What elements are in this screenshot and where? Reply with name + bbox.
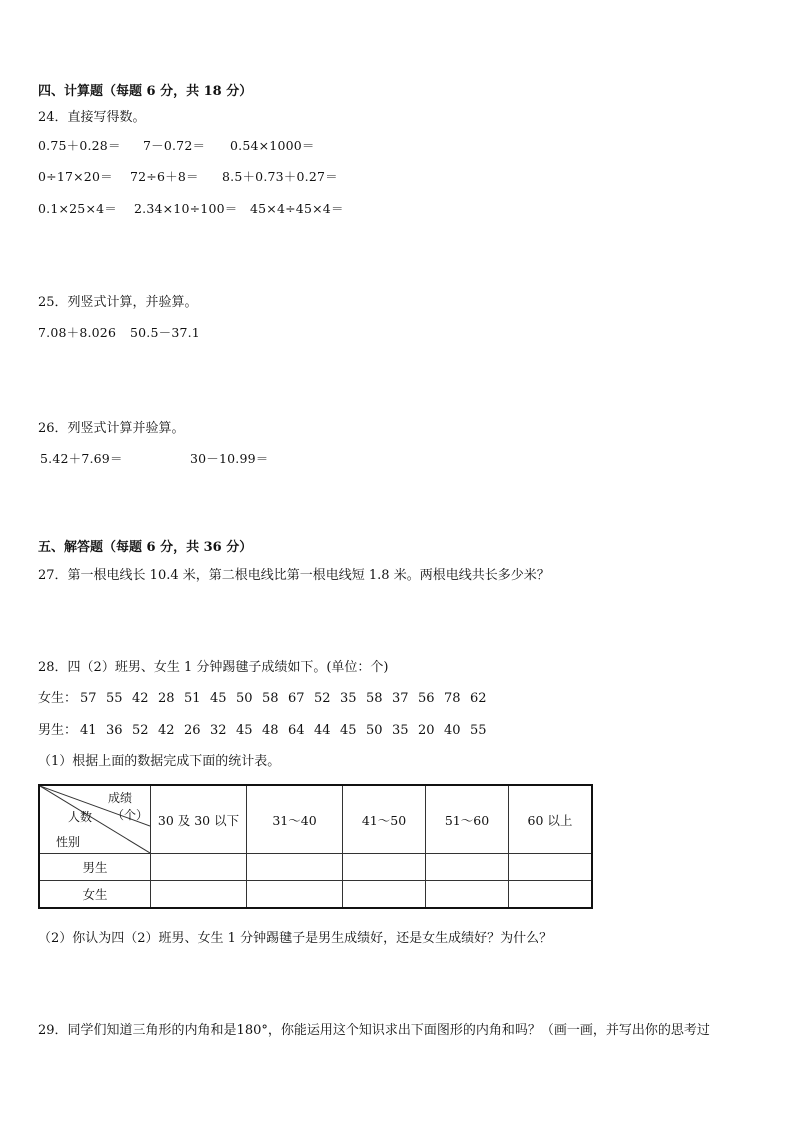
q24-row3-expr1: 0.1×25×4＝ [38, 201, 117, 216]
table-corner-cell [39, 785, 151, 854]
q25-expr2: 50.5－37.1 [130, 325, 200, 340]
question-28-part2: （2）你认为四（2）班男、女生 1 分钟踢毽子是男生成绩好，还是女生成绩好？为什么？ [38, 931, 553, 946]
q24-row3-expr3: 45×4÷45×4＝ [250, 201, 344, 216]
boys-score: 41 [80, 723, 97, 738]
girls-score: 55 [106, 691, 123, 706]
q26-expr2: 30－10.99＝ [190, 451, 269, 466]
table-cell-empty [247, 854, 343, 881]
table-header: 41～50 [343, 785, 426, 854]
table-cell-empty [426, 881, 509, 908]
boys-label: 男生： [38, 723, 78, 738]
q24-row1-expr2: 7－0.72＝ [143, 138, 206, 153]
girls-score: 28 [158, 691, 175, 706]
girls-score: 67 [288, 691, 305, 706]
q24-row1-expr1: 0.75＋0.28＝ [38, 138, 121, 153]
q24-row1-expr3: 0.54×1000＝ [230, 138, 315, 153]
table-header: 31～40 [247, 785, 343, 854]
boys-score: 50 [366, 723, 383, 738]
table-row-label-girls: 女生 [39, 881, 151, 908]
girls-score: 45 [210, 691, 227, 706]
q24-row2-expr2: 72÷6＋8＝ [130, 169, 199, 184]
q24-row2-expr1: 0÷17×20＝ [38, 169, 113, 184]
boys-score: 26 [184, 723, 201, 738]
table-cell-empty [247, 881, 343, 908]
boys-score: 44 [314, 723, 331, 738]
girls-score: 42 [132, 691, 149, 706]
girls-score: 78 [444, 691, 461, 706]
table-cell-empty [509, 881, 593, 908]
girls-score: 56 [418, 691, 435, 706]
boys-score: 40 [444, 723, 461, 738]
section-title-calculation: 四、计算题（每题 6 分，共 18 分） [38, 84, 253, 99]
boys-scores-row [38, 719, 496, 738]
boys-score: 55 [470, 723, 487, 738]
corner-label-score: 成绩 [108, 791, 133, 805]
boys-score: 48 [262, 723, 279, 738]
question-27-text: 27．第一根电线长 10.4 米，第二根电线比第一根电线短 1.8 米。两根电线共长多少米？ [38, 568, 550, 583]
q24-row3-expr2: 2.34×10÷100＝ [134, 201, 238, 216]
girls-score: 37 [392, 691, 409, 706]
girls-score: 50 [236, 691, 253, 706]
girls-score: 35 [340, 691, 357, 706]
boys-score: 45 [340, 723, 357, 738]
boys-score: 36 [106, 723, 123, 738]
question-28-part1: （1）根据上面的数据完成下面的统计表。 [38, 754, 281, 769]
q24-row2-expr3: 8.5＋0.73＋0.27＝ [222, 169, 338, 184]
boys-score: 45 [236, 723, 253, 738]
boys-score: 64 [288, 723, 305, 738]
girls-scores-row [38, 687, 496, 706]
girls-score: 58 [366, 691, 383, 706]
girls-score: 58 [262, 691, 279, 706]
q26-expr1: 5.42＋7.69＝ [40, 451, 123, 466]
question-29-text: 29．同学们知道三角形的内角和是180°，你能运用这个知识求出下面图形的内角和吗？（画一画，并写出你的思考过 [38, 1023, 710, 1038]
table-cell-empty [509, 854, 593, 881]
corner-label-gender: 性别 [56, 835, 81, 849]
question-24-label: 24．直接写得数。 [38, 110, 146, 125]
girls-label: 女生： [38, 691, 78, 706]
boys-score: 20 [418, 723, 435, 738]
table-cell-empty [343, 854, 426, 881]
question-26-label: 26．列竖式计算并验算。 [38, 421, 185, 436]
table-header: 51～60 [426, 785, 509, 854]
section-title-word-problems: 五、解答题（每题 6 分，共 36 分） [38, 540, 253, 555]
table-cell-empty [151, 881, 247, 908]
question-28-intro: 28．四（2）班男、女生 1 分钟踢毽子成绩如下。(单位：个) [38, 660, 389, 675]
table-cell-empty [426, 854, 509, 881]
table-cell-empty [343, 881, 426, 908]
corner-label-count: 人数 [68, 810, 93, 824]
corner-label-unit: （个） [112, 808, 149, 822]
girls-score: 51 [184, 691, 201, 706]
boys-score: 35 [392, 723, 409, 738]
table-header: 60 以上 [509, 785, 593, 854]
boys-score: 52 [132, 723, 149, 738]
girls-score: 62 [470, 691, 487, 706]
table-header: 30 及 30 以下 [151, 785, 247, 854]
q25-expr1: 7.08＋8.026 [38, 325, 117, 340]
girls-score: 57 [80, 691, 97, 706]
table-cell-empty [151, 854, 247, 881]
girls-score: 52 [314, 691, 331, 706]
table-row-label-boys: 男生 [39, 854, 151, 881]
question-25-label: 25．列竖式计算，并验算。 [38, 295, 198, 310]
statistics-table [38, 784, 593, 909]
boys-score: 42 [158, 723, 175, 738]
boys-score: 32 [210, 723, 227, 738]
